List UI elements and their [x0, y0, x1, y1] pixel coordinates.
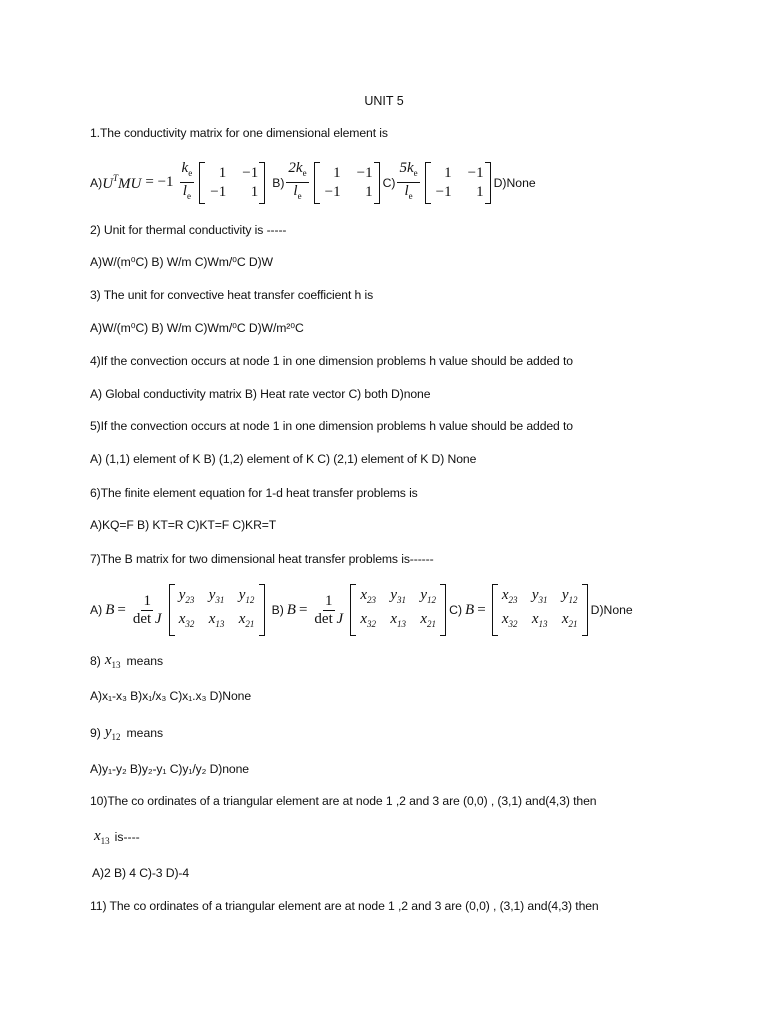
- question-10-subject: $x_{13}$ is----: [94, 828, 140, 846]
- matrix-7c: $x_{23}$ $y_{31}$ $y_{12}$ $x_{32}$ $x_{13}$ $x_{21}$: [492, 584, 588, 636]
- question-10: 10)The co ordinates of a triangular element are at node 1 ,2 and 3 are (0,0) , (3,1) and(4,3) then: [90, 794, 597, 808]
- question-7: 7)The B matrix for two dimensional heat transfer problems is------: [90, 552, 434, 566]
- fraction-2ke-le: $\frac{2k_e}{l_e}$: [288, 160, 307, 201]
- option-c-label: C): [449, 603, 463, 617]
- fraction-ke-le: $\frac{k_e}{l_e}$: [181, 160, 193, 201]
- fraction-1-detj: $\frac{1}{\text{det J}}$: [314, 592, 344, 627]
- question-5-options: A) (1,1) element of K B) (1,2) element of K C) (2,1) element of K D) None: [90, 452, 477, 466]
- matrix-7a: $y_{23}$ $y_{31}$ $y_{12}$ $x_{32}$ $x_{13}$ $x_{21}$: [169, 584, 265, 636]
- page-title: UNIT 5: [364, 94, 404, 108]
- question-1-options: A) $U^TMU$ = −1 $\frac{k_e}{l_e}$ 1 −1 −1 1 B) $\frac{2k_e}{l_e}$ 1 −1 −1 1 C) $\frac{5k_e}{l_e}$ 1 −1 −1 1 D)None: [90, 160, 536, 205]
- question-11: 11) The co ordinates of a triangular element are at node 1 ,2 and 3 are (0,0) , (3,1) and(4,3) then: [90, 899, 599, 913]
- question-9: 9) $y_{12}$ means: [90, 724, 164, 742]
- question-8: 8) $x_{13}$ means: [90, 652, 164, 670]
- question-10-options: A)2 B) 4 C)-3 D)-4: [92, 866, 190, 880]
- question-4: 4)If the convection occurs at node 1 in one dimension problems h value should be added to: [90, 354, 573, 368]
- question-6: 6)The finite element equation for 1-d heat transfer problems is: [90, 486, 418, 500]
- question-2-options: A)W/(m⁰C) B) W/m C)Wm/⁰C D)W: [90, 255, 273, 269]
- question-3-options: A)W/(m⁰C) B) W/m C)Wm/⁰C D)W/m²⁰C: [90, 321, 304, 335]
- question-2: 2) Unit for thermal conductivity is -----: [90, 223, 287, 237]
- question-8-options: A)x₁-x₃ B)x₁/x₃ C)x₁.x₃ D)None: [90, 689, 252, 703]
- math-x13: $x_{13}$: [104, 652, 121, 670]
- math-y12: $y_{12}$: [104, 724, 121, 742]
- equation-a: $U^TMU$: [102, 172, 142, 192]
- question-3: 3) The unit for convective heat transfer coefficient h is: [90, 288, 374, 302]
- matrix-c: 1 −1 −1 1: [425, 162, 491, 204]
- math-x13: $x_{13}$: [94, 828, 110, 846]
- question-9-options: A)y₁-y₂ B)y₂-y₁ C)y₁/y₂ D)none: [90, 762, 249, 776]
- question-7-options: A) B = $\frac{1}{\text{det J}}$ $y_{23}$ $y_{31}$ $y_{12}$ $x_{32}$ $x_{13}$ $x_{21}$ B) B = $\frac{1}{\text{det J}}$ $x_{23}$ $y_{31}$ $y_{12}$ $x_{32}$ $x_{13}$ $x_{21}$ C) B = $x_{23}$ $y_{31}$ $y_{12}$ $x_{32}$ $x_{13}$ $x_{21}$ D)None: [90, 584, 633, 636]
- option-b-label: B): [271, 603, 284, 617]
- question-1: 1.The conductivity matrix for one dimensional element is: [90, 126, 388, 140]
- option-c-label: C): [382, 175, 396, 190]
- matrix-a: 1 −1 −1 1: [199, 162, 265, 204]
- fraction-5ke-le: $\frac{5k_e}{l_e}$: [399, 160, 418, 201]
- option-a-label: A): [90, 603, 103, 617]
- question-5: 5)If the convection occurs at node 1 in one dimension problems h value should be added to: [90, 419, 573, 433]
- question-4-options: A) Global conductivity matrix B) Heat rate vector C) both D)none: [90, 387, 431, 401]
- question-6-options: A)KQ=F B) KT=R C)KT=F C)KR=T: [90, 518, 277, 532]
- option-b-label: B): [272, 175, 285, 190]
- option-d-label: D)None: [590, 603, 633, 617]
- fraction-1-detj: $\frac{1}{\text{det J}}$: [132, 592, 162, 627]
- matrix-7b: $x_{23}$ $y_{31}$ $y_{12}$ $x_{32}$ $x_{13}$ $x_{21}$: [350, 584, 446, 636]
- option-a-label: A): [90, 175, 103, 190]
- option-d-label: D)None: [493, 175, 536, 190]
- matrix-b: 1 −1 −1 1: [314, 162, 380, 204]
